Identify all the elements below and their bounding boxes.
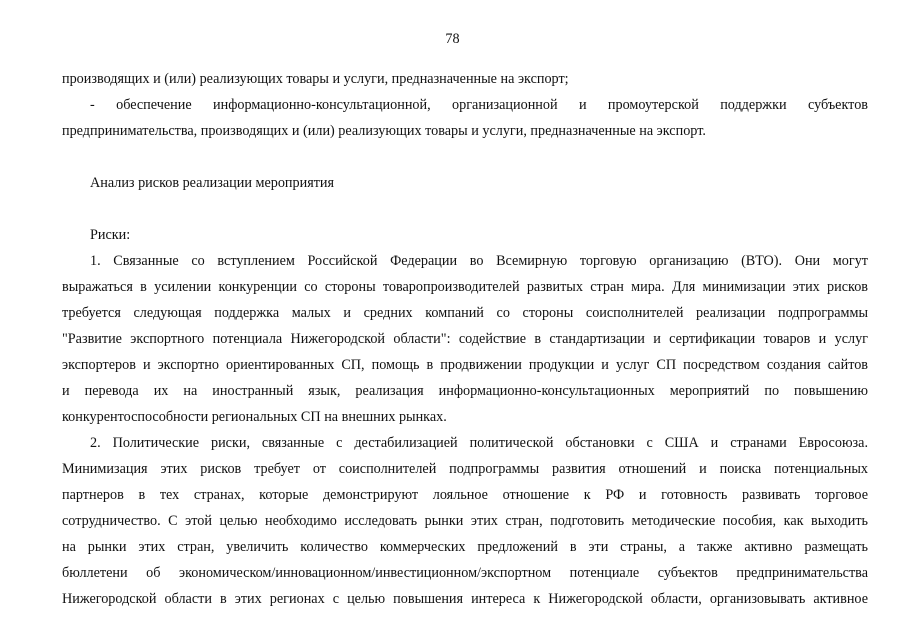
text-line: производящих и (или) реализующих товары и услуги, предназначенные на экспорт; [62, 71, 569, 87]
text-line: Нижегородской области в этих регионах с целью повышения интереса к Нижегородской области, организовывать активное [62, 591, 868, 607]
text-line: экспортеров и экспортно ориентированных СП, помощь в продвижении продукции и услуг СП посредством создания сайтов [62, 357, 868, 373]
text-line: "Развитие экспортного потенциала Нижегородской области": содействие в стандартизации и сертификации товаров и услуг [62, 331, 868, 347]
text-line: требуется следующая поддержка малых и средних компаний со стороны соисполнителей реализации подпрограммы [62, 305, 868, 321]
text-line: - обеспечение информационно-консультационной, организационной и промоутерской поддержки субъектов [90, 97, 868, 113]
text-line: предпринимательства, производящих и (или) реализующих товары и услуги, предназначенные на экспорт. [62, 123, 706, 139]
text-line: конкурентоспособности региональных СП на внешних рынках. [62, 409, 447, 425]
text-line: на рынки этих стран, увеличить количество коммерческих предложений в эти страны, а также активно размещать [62, 539, 868, 555]
page-number: 78 [445, 31, 460, 47]
text-line: партнеров в тех странах, которые демонстрируют лояльное отношение к РФ и готовность развивать торговое [62, 487, 868, 503]
section-heading: Анализ рисков реализации мероприятия [90, 175, 335, 191]
risks-label: Риски: [90, 227, 131, 243]
text-line: сотрудничество. С этой целью необходимо исследовать рынки этих стран, подготовить методические пособия, как выходить [62, 513, 868, 529]
text-line: и перевода их на иностранный язык, реализация информационно-консультационных мероприятий по повышению [62, 383, 868, 399]
text-line: бюллетени об экономическом/инновационном/инвестиционном/экспортном потенциале субъектов предпринимательства [62, 565, 868, 581]
text-line: Минимизация этих рисков требует от соисполнителей подпрограммы развития отношений и поиска потенциальных [62, 461, 868, 477]
text-line: выражаться в усилении конкуренции со стороны товаропроизводителей развитых стран мира. Для минимизации этих рисков [62, 279, 868, 295]
text-line: 2. Политические риски, связанные с дестабилизацией политической обстановки с США и странами Евросоюза. [90, 435, 868, 451]
text-line: 1. Связанные со вступлением Российской Федерации во Всемирную торговую организацию (ВТО). Они могут [90, 253, 868, 269]
document-body [62, 66, 868, 612]
